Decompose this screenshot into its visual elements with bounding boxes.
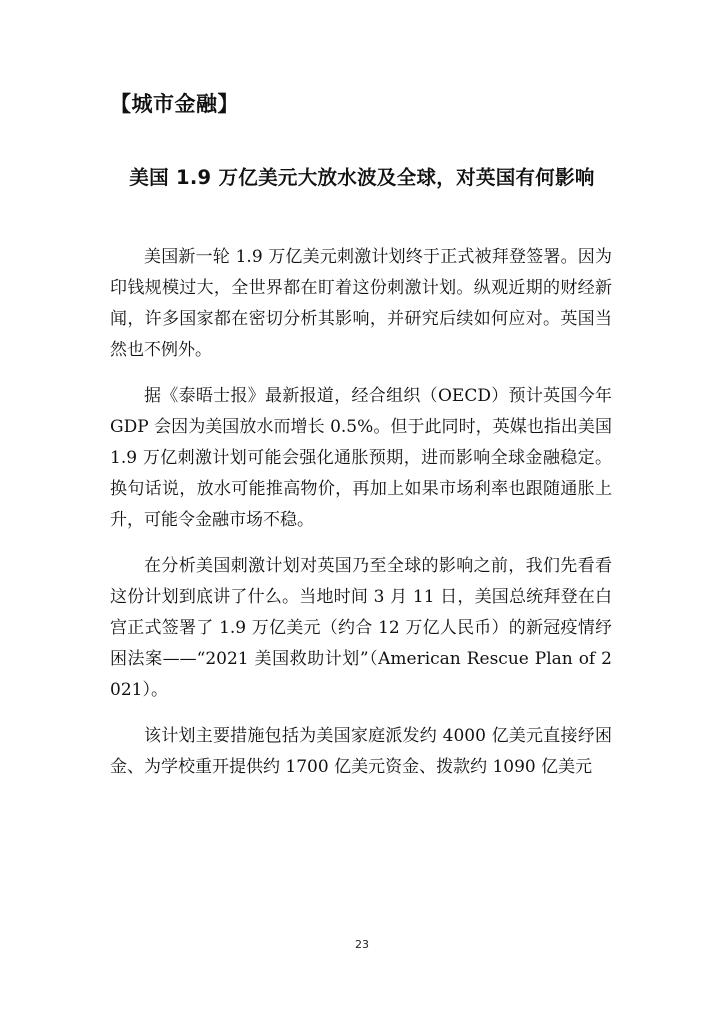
paragraph: 美国新一轮 1.9 万亿美元刺激计划终于正式被拜登签署。因为印钱规模过大，全世界都在盯着这份刺激计划。纵观近期的财经新闻，许多国家都在密切分析其影响，并研究后续如何应对。英国当然也不例外。 <box>110 247 612 360</box>
article-title: 美国 1.9 万亿美元大放水波及全球，对英国有何影响 <box>129 166 595 189</box>
paragraph: 该计划主要措施包括为美国家庭派发约 4000 亿美元直接纾困金、为学校重开提供约 1700 亿美元资金、拨款约 1090 亿美元 <box>110 726 612 777</box>
section-tag: 【城市金融】 <box>110 92 239 116</box>
paragraph: 在分析美国刺激计划对英国乃至全球的影响之前，我们先看看这份计划到底讲了什么。当地时间 3 月 11 日，美国总统拜登在白宫正式签署了 1.9 万亿美元（约合 12 万亿人民币）的新冠疫情纾困法案——“2021 美国救助计划”（American Rescue Plan of 2021）。 <box>110 556 612 700</box>
article-body <box>110 242 612 798</box>
paragraph: 据《泰晤士报》最新报道，经合组织（OECD）预计英国今年 GDP 会因为美国放水而增长 0.5%。但于此同时，英媒也指出美国 1.9 万亿刺激计划可能会强化通胀预期，进而影响全球金融稳定。换句话说，放水可能推高物价，再加上如果市场利率也跟随通胀上升，可能令金融市场不稳。 <box>110 386 612 530</box>
page-number: 23 <box>355 938 369 951</box>
